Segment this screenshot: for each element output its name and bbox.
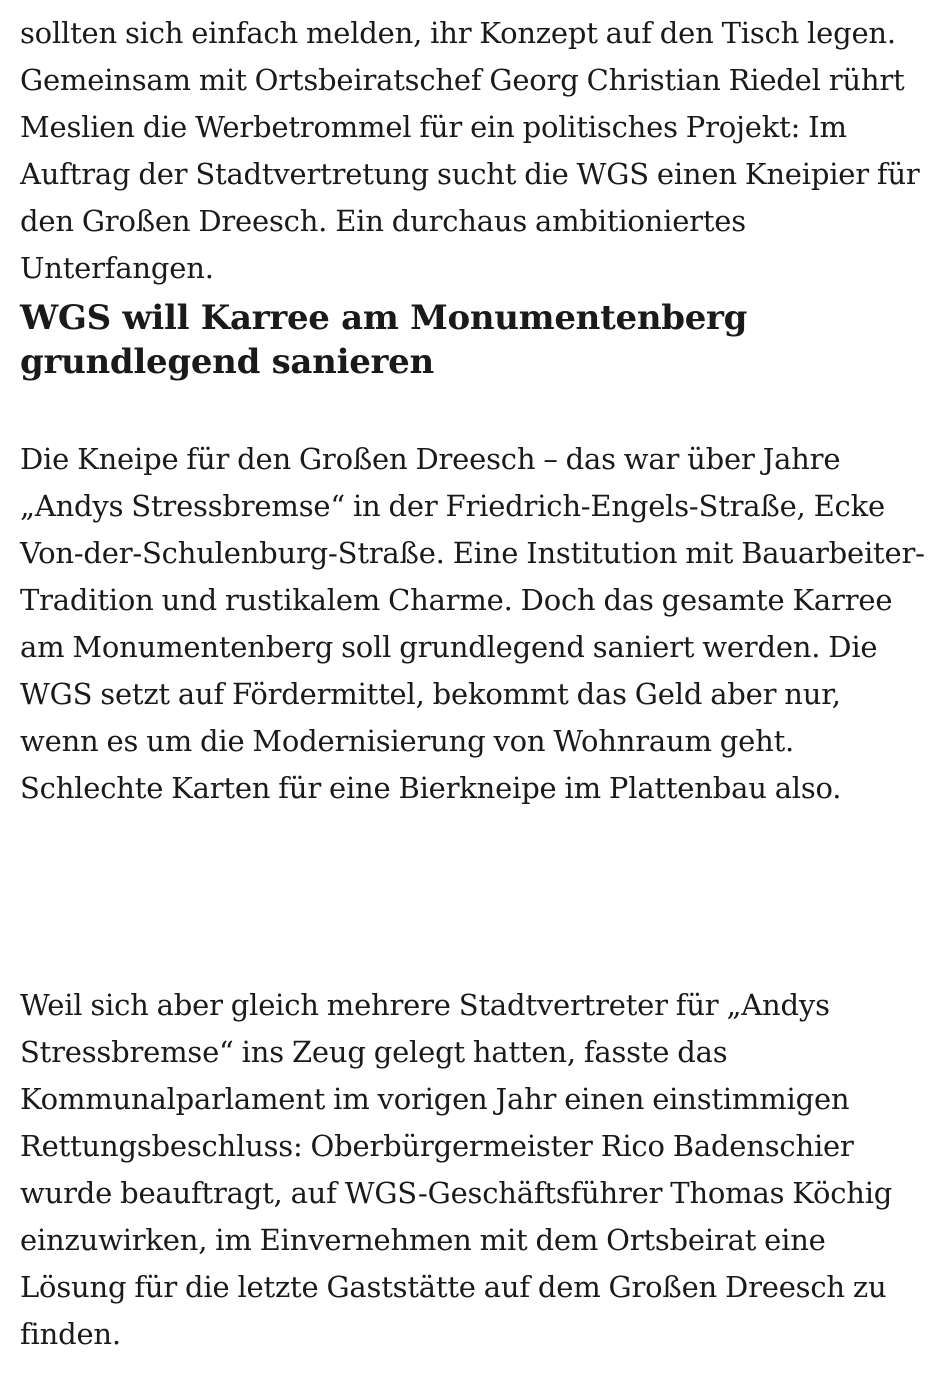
article-subheading: WGS will Karree am Monumentenberg grundlegend sanieren xyxy=(20,298,748,382)
ad-placeholder xyxy=(20,812,925,982)
article-paragraph: Die Kneipe für den Großen Dreesch – das war über Jahre „Andys Stressbremse“ in der Friedrich-Engels-Straße, Ecke Von-der-Schulenburg-Straße. Eine Institution mit Bauarbeiter-Tradition und rustikalem Charme. Doch das gesamte Karree am Monumentenberg soll grundlegend saniert werden. Die WGS setzt auf Fördermittel, bekommt das Geld aber nur, wenn es um die Modernisierung von Wohnraum geht. Schlechte Karten für eine Bierkneipe im Plattenbau also. xyxy=(20,442,925,805)
article-paragraph: sollten sich einfach melden, ihr Konzept auf den Tisch legen. Gemeinsam mit Ortsbeiratschef Georg Christian Riedel rührt Meslien die Werbetrommel für ein politisches Projekt: Im Auftrag der Stadtvertretung sucht die WGS einen Kneipier für den Großen Dreesch. Ein durchaus ambitioniertes Unterfangen. xyxy=(20,16,920,285)
article-paragraph: Weil sich aber gleich mehrere Stadtvertreter für „Andys Stressbremse“ ins Zeug gelegt hatten, fasste das Kommunalparlament im vorigen Jahr einen einstimmigen Rettungsbeschluss: Oberbürgermeister Rico Badenschier wurde beauftragt, auf WGS-Geschäftsführer Thomas Köchig einzuwirken, im Einvernehmen mit dem Ortsbeirat eine Lösung für die letzte Gaststätte auf dem Großen Dreesch zu finden. xyxy=(20,988,893,1351)
article-body xyxy=(20,0,925,1358)
